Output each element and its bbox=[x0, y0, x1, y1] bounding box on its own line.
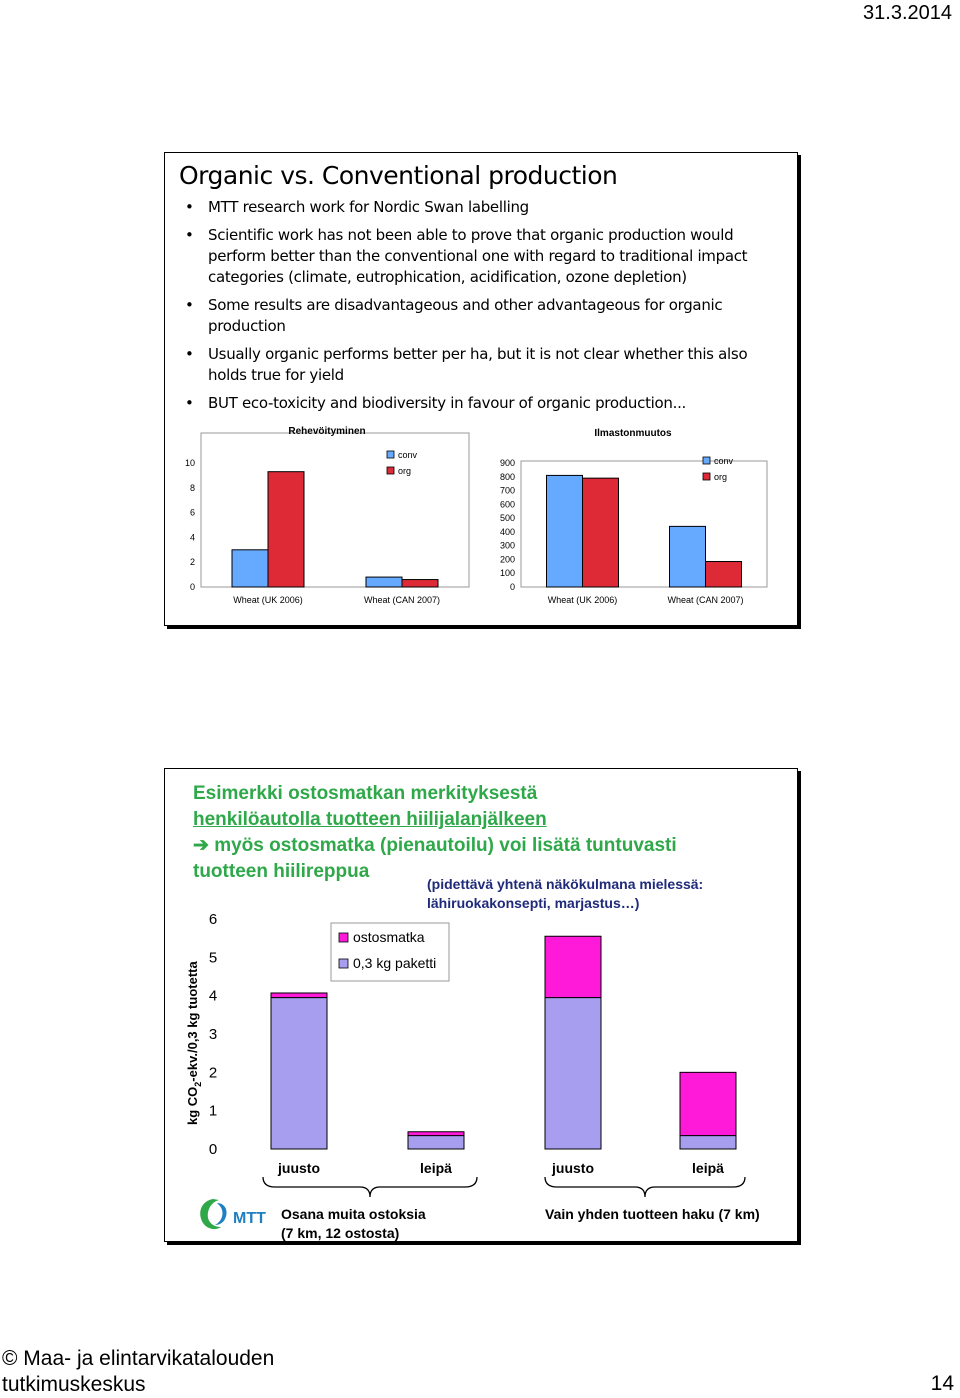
x-tick-label: leipä bbox=[692, 1160, 724, 1176]
legend-swatch-org bbox=[387, 467, 394, 474]
bullet-item bbox=[183, 344, 783, 386]
y-tick-label: 200 bbox=[499, 554, 515, 565]
legend-swatch bbox=[339, 959, 348, 968]
y-tick-label: 600 bbox=[499, 499, 515, 510]
bar-org bbox=[706, 562, 742, 587]
y-tick-label: 2 bbox=[208, 1064, 218, 1082]
y-tick-label: 400 bbox=[499, 526, 515, 537]
heading-line4: tuotteen hiilireppua bbox=[193, 861, 370, 882]
x-tick-label: Wheat (CAN 2007) bbox=[667, 595, 744, 605]
bullet-text: BUT eco-toxicity and biodiversity in favour of organic production... bbox=[208, 394, 687, 412]
bar-org bbox=[268, 472, 304, 587]
legend-label-conv: conv bbox=[398, 450, 418, 460]
bullet-dot: • bbox=[185, 296, 194, 314]
group2-label: Vain yhden tuotteen haku (7 km) bbox=[545, 1206, 760, 1222]
note-line1: (pidettävä yhtenä näkökulmana mielessä: bbox=[427, 876, 704, 892]
y-tick-label: 0 bbox=[208, 1141, 218, 1158]
bullet-text: Some results are disadvantageous and other advantageous for organic production bbox=[208, 296, 723, 335]
x-tick-label: Wheat (UK 2006) bbox=[547, 595, 618, 605]
bullet-item bbox=[183, 225, 783, 288]
y-tick-label: 100 bbox=[499, 568, 515, 579]
chart-climate-change bbox=[491, 419, 795, 627]
chart-eutrophication bbox=[165, 419, 485, 627]
legend-label-conv: conv bbox=[714, 456, 734, 466]
note-line2: lähiruokakonsepti, marjastus…) bbox=[427, 895, 640, 911]
y-tick-label: 3 bbox=[208, 1026, 218, 1043]
footer-copyright bbox=[2, 1346, 274, 1398]
y-tick-label: 0 bbox=[509, 582, 515, 592]
bar-conv bbox=[366, 577, 402, 587]
legend-swatch-conv bbox=[703, 457, 710, 464]
legend-label: 0,3 kg paketti bbox=[353, 955, 437, 971]
bar-org bbox=[583, 478, 619, 587]
bar-segment-paketti bbox=[271, 998, 327, 1149]
y-tick-label: 10 bbox=[184, 458, 195, 468]
legend-label-org: org bbox=[714, 472, 728, 482]
y-tick-label: 0 bbox=[189, 582, 195, 592]
bullet-item bbox=[183, 393, 783, 414]
legend-label: ostosmatka bbox=[353, 929, 425, 945]
heading-line1: Esimerkki ostosmatkan merkityksestä bbox=[193, 783, 538, 804]
bullet-dot: • bbox=[185, 345, 194, 363]
y-tick-label: 800 bbox=[499, 471, 515, 482]
brace bbox=[263, 1177, 477, 1197]
chart-climate-change-svg bbox=[491, 419, 795, 627]
bar-conv bbox=[232, 550, 268, 587]
x-tick-label: Wheat (UK 2006) bbox=[233, 595, 303, 605]
chart-title: Rehevöityminen bbox=[288, 426, 366, 437]
y-tick-label: 700 bbox=[499, 485, 515, 496]
legend-label-org: org bbox=[398, 466, 412, 476]
y-axis-label bbox=[185, 961, 203, 1125]
arrow-icon: ➔ bbox=[193, 835, 209, 856]
slide-organic-vs-conventional bbox=[164, 152, 798, 626]
y-tick-label: 1 bbox=[208, 1102, 218, 1120]
y-tick-label: 4 bbox=[208, 987, 218, 1005]
date-header: 31.3.2014 bbox=[863, 2, 952, 24]
y-tick-label: 2 bbox=[189, 557, 195, 568]
bullet-text: MTT research work for Nordic Swan labelling bbox=[208, 198, 529, 216]
group1-label-line2: (7 km, 12 ostosta) bbox=[281, 1225, 400, 1241]
ylabel-rest: -ekv./0,3 kg tuotetta bbox=[185, 961, 200, 1082]
bullet-dot: • bbox=[185, 198, 194, 216]
logo-text: MTT bbox=[233, 1210, 266, 1227]
mtt-logo-icon bbox=[195, 1195, 285, 1235]
bar-conv bbox=[670, 526, 706, 587]
bar-segment-paketti bbox=[408, 1136, 464, 1149]
legend-swatch-org bbox=[703, 473, 710, 480]
y-tick-label: 300 bbox=[499, 540, 515, 551]
bar-conv bbox=[547, 475, 583, 587]
y-tick-label: 900 bbox=[499, 458, 515, 468]
chart-carbon-footprint-svg bbox=[165, 769, 797, 1241]
heading-line3-text: myös ostosmatka (pienautoilu) voi lisätä tuntuvasti bbox=[214, 835, 677, 856]
bar-org bbox=[402, 580, 438, 587]
bullet-item bbox=[183, 295, 783, 337]
bullet-item bbox=[183, 197, 783, 218]
bullet-dot: • bbox=[185, 226, 194, 244]
bar-segment-ostosmatka bbox=[271, 993, 327, 998]
slide-shopping-trip bbox=[164, 768, 798, 1242]
x-tick-label: juusto bbox=[552, 1160, 594, 1176]
legend-swatch-conv bbox=[387, 451, 394, 458]
chart-eutrophication-svg bbox=[165, 419, 485, 627]
y-tick-label: 6 bbox=[189, 507, 195, 518]
bar-segment-paketti bbox=[545, 998, 601, 1149]
group1-label bbox=[281, 1205, 426, 1243]
bar-segment-ostosmatka bbox=[680, 1072, 736, 1135]
bar-segment-paketti bbox=[680, 1136, 736, 1149]
x-tick-label: Wheat (CAN 2007) bbox=[363, 595, 441, 605]
ylabel-sub: 2 bbox=[193, 1081, 203, 1087]
bar-segment-ostosmatka bbox=[545, 936, 601, 997]
x-tick-label: juusto bbox=[278, 1160, 320, 1176]
copyright-line2: tutkimuskeskus bbox=[2, 1373, 146, 1396]
bullet-text: Scientific work has not been able to prove that organic production would perform better than the conventional one with regard to traditional impact categories (climate, eutrophication, acidification, ozone depletion) bbox=[208, 226, 748, 286]
bullet-dot: • bbox=[185, 394, 194, 412]
group1-label-line1: Osana muita ostoksia bbox=[281, 1206, 426, 1222]
y-tick-label: 6 bbox=[208, 911, 218, 928]
bar-segment-ostosmatka bbox=[408, 1132, 464, 1136]
slide-title: Organic vs. Conventional production bbox=[179, 161, 618, 190]
chart-title: Ilmastonmuutos bbox=[594, 428, 672, 439]
heading-line2: henkilöautolla tuotteen hiilijalanjälkeen bbox=[193, 809, 547, 830]
y-tick-label: 500 bbox=[499, 513, 515, 524]
page-number: 14 bbox=[930, 1372, 954, 1395]
y-tick-label: 4 bbox=[189, 532, 195, 543]
x-tick-label: leipä bbox=[420, 1160, 452, 1176]
y-tick-label: 5 bbox=[208, 949, 218, 967]
ylabel-main: kg CO bbox=[185, 1086, 200, 1125]
y-tick-label: 8 bbox=[189, 482, 195, 493]
copyright-line1: © Maa- ja elintarvikatalouden bbox=[2, 1347, 275, 1370]
legend-swatch bbox=[339, 933, 348, 942]
bullet-text: Usually organic performs better per ha, but it is not clear whether this also holds true for yield bbox=[208, 345, 748, 384]
brace bbox=[545, 1177, 745, 1197]
bullet-list bbox=[183, 197, 783, 421]
